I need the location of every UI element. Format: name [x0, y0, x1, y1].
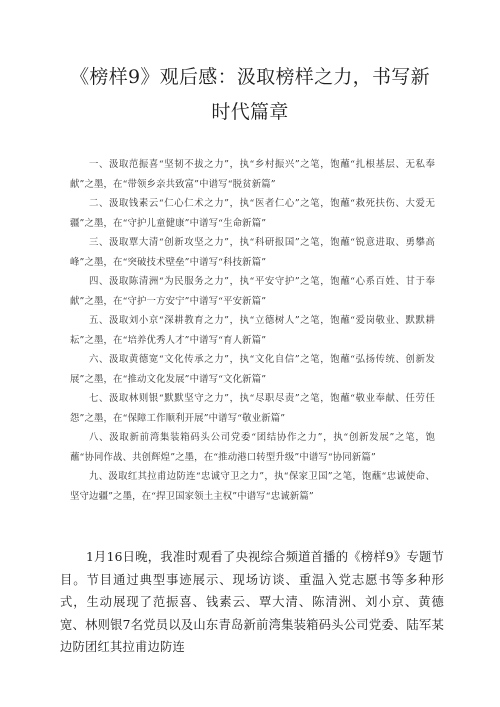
- outline-item-2: 二、汲取钱素云“仁心仁术之力”，执“医者仁心”之笔，饱蘸“救死扶伤、大爱无疆”之墨，在“守护儿童健康”中谱写“生命新篇”: [70, 198, 435, 229]
- outline-item-7: 七、汲取林则银“默默坚守之力”，执“尽职尽责”之笔，饱蘸“敬业奉献、任劳任怨”之墨，在“保障工作顺利开展”中谱写“敬业新篇”: [70, 393, 435, 424]
- document-title-line-1: 《榜样9》观后感：汲取榜样之力，书写新: [70, 66, 430, 88]
- outline-item-4: 四、汲取陈清洲“为民服务之力”，执“平安守护”之笔，饱蘸“心系百姓、甘于奉献”之墨，在“守护一方安宁”中谱写“平安新篇”: [70, 276, 435, 307]
- outline-item-8: 八、汲取新前湾集装箱码头公司党委“团结协作之力”，执“创新发展”之笔，饱蘸“协同作战、共创辉煌”之墨，在“推动港口转型升级”中谱写“协同新篇”: [70, 432, 435, 463]
- outline-item-6: 六、汲取黄德宽“文化传承之力”，执“文化自信”之笔，饱蘸“弘扬传统、创新发展”之墨，在“推动文化发展”中谱写“文化新篇”: [70, 354, 435, 385]
- outline-item-1: 一、汲取范振喜“坚韧不拔之力”，执“乡村振兴”之笔，饱蘸“扎根基层、无私奉献”之墨，在“带领乡亲共致富”中谱写“脱贫新篇”: [70, 159, 435, 190]
- body-text: [60, 546, 444, 659]
- outline-item-5: 五、汲取刘小京“深耕教育之力”，执“立德树人”之笔，饱蘸“爱岗敬业、默默耕耘”之墨，在“培养优秀人才”中谱写“育人新篇”: [70, 315, 435, 346]
- body-paragraph: 1月16日晚，我准时观看了央视综合频道首播的《榜样9》专题节目。节目通过典型事迹展示、现场访谈、重温入党志愿书等多种形式，生动展现了范振喜、钱素云、覃大清、陈清洲、刘小京、黄德宽、林则银7名党员以及山东青岛新前湾集装箱码头公司党委、陆军某边防团红其拉甫边防连: [60, 550, 444, 654]
- outline-item-3: 三、汲取覃大清“创新攻坚之力”，执“科研报国”之笔，饱蘸“锐意进取、勇攀高峰”之墨，在“突破技术壁垒”中谱写“科技新篇”: [70, 237, 435, 268]
- outline-list: [70, 155, 435, 506]
- document-title-line-2: 时代篇章: [211, 101, 289, 123]
- outline-item-9: 九、汲取红其拉甫边防连“忠诚守卫之力”，执“保家卫国”之笔，饱蘸“忠诚使命、坚守边疆”之墨，在“捍卫国家领土主权”中谱写“忠诚新篇”: [70, 471, 435, 502]
